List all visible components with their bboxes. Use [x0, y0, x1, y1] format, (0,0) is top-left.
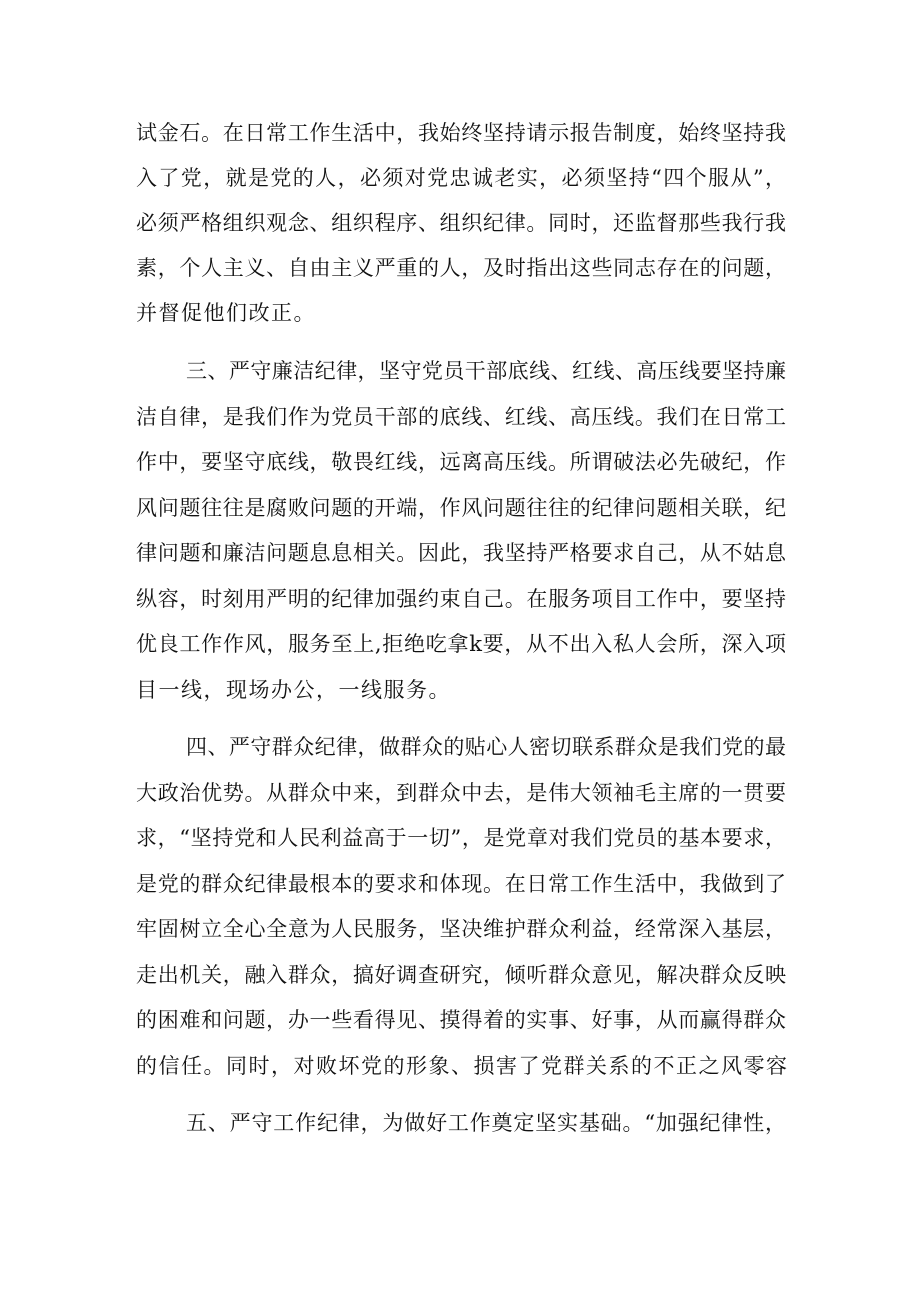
text-line: 走出机关，融入群众，搞好调查研究，倾听群众意见，解决群众反映: [136, 963, 786, 987]
text-line: 必须严格组织观念、组织程序、组织纪律。同时，还监督那些我行我: [136, 211, 786, 235]
text-line: 牢固树立全心全意为人民服务，坚决维护群众利益，经常深入基层，: [136, 917, 786, 941]
text-line: 四、严守群众纪律，做群众的贴心人密切联系群众是我们党的最: [186, 735, 786, 759]
text-line: 目一线，现场办公，一线服务。: [136, 678, 451, 702]
text-line: 求，“坚持党和人民利益高于一切”，是党章对我们党员的基本要求，: [136, 826, 786, 850]
text-line: 并督促他们改正。: [136, 301, 316, 325]
text-line: 是党的群众纪律最根本的要求和体现。在日常工作生活中，我做到了: [136, 872, 786, 896]
text-line: 律问题和廉洁问题息息相关。因此，我坚持严格要求自己，从不姑息: [136, 541, 786, 565]
text-line: 洁自律，是我们作为党员干部的底线、红线、高压线。我们在日常工: [136, 405, 786, 429]
text-line: 的困难和问题，办一些看得见、摸得着的实事、好事，从而赢得群众: [136, 1008, 786, 1032]
text-line: 五、严守工作纪律，为做好工作奠定坚实基础。“加强纪律性，: [186, 1111, 786, 1135]
text-line: 作中，要坚守底线，敬畏红线，远离高压线。所谓破法必先破纪，作: [136, 450, 786, 474]
text-line: 试金石。在日常工作生活中，我始终坚持请示报告制度，始终坚持我: [136, 121, 786, 145]
text-line: 风问题往往是腐败问题的开端，作风问题往往的纪律问题相关联，纪: [136, 496, 786, 520]
text-line: 优良工作作风，服务至上,拒绝吃拿k要，从不出入私人会所，深入项: [136, 632, 786, 656]
text-line: 的信任。同时，对败坏党的形象、损害了党群关系的不正之风零容: [136, 1054, 789, 1078]
text-line: 素，个人主义、自由主义严重的人，及时指出这些同志存在的问题，: [136, 256, 786, 280]
text-line: 大政治优势。从群众中来，到群众中去，是伟大领袖毛主席的一贯要: [136, 781, 786, 805]
text-line: 入了党，就是党的人，必须对党忠诚老实，必须坚持“四个服从”，: [136, 166, 786, 190]
text-line: 三、严守廉洁纪律，坚守党员干部底线、红线、高压线要坚持廉: [186, 359, 786, 383]
text-line: 纵容，时刻用严明的纪律加强约束自己。在服务项目工作中，要坚持: [136, 587, 786, 611]
